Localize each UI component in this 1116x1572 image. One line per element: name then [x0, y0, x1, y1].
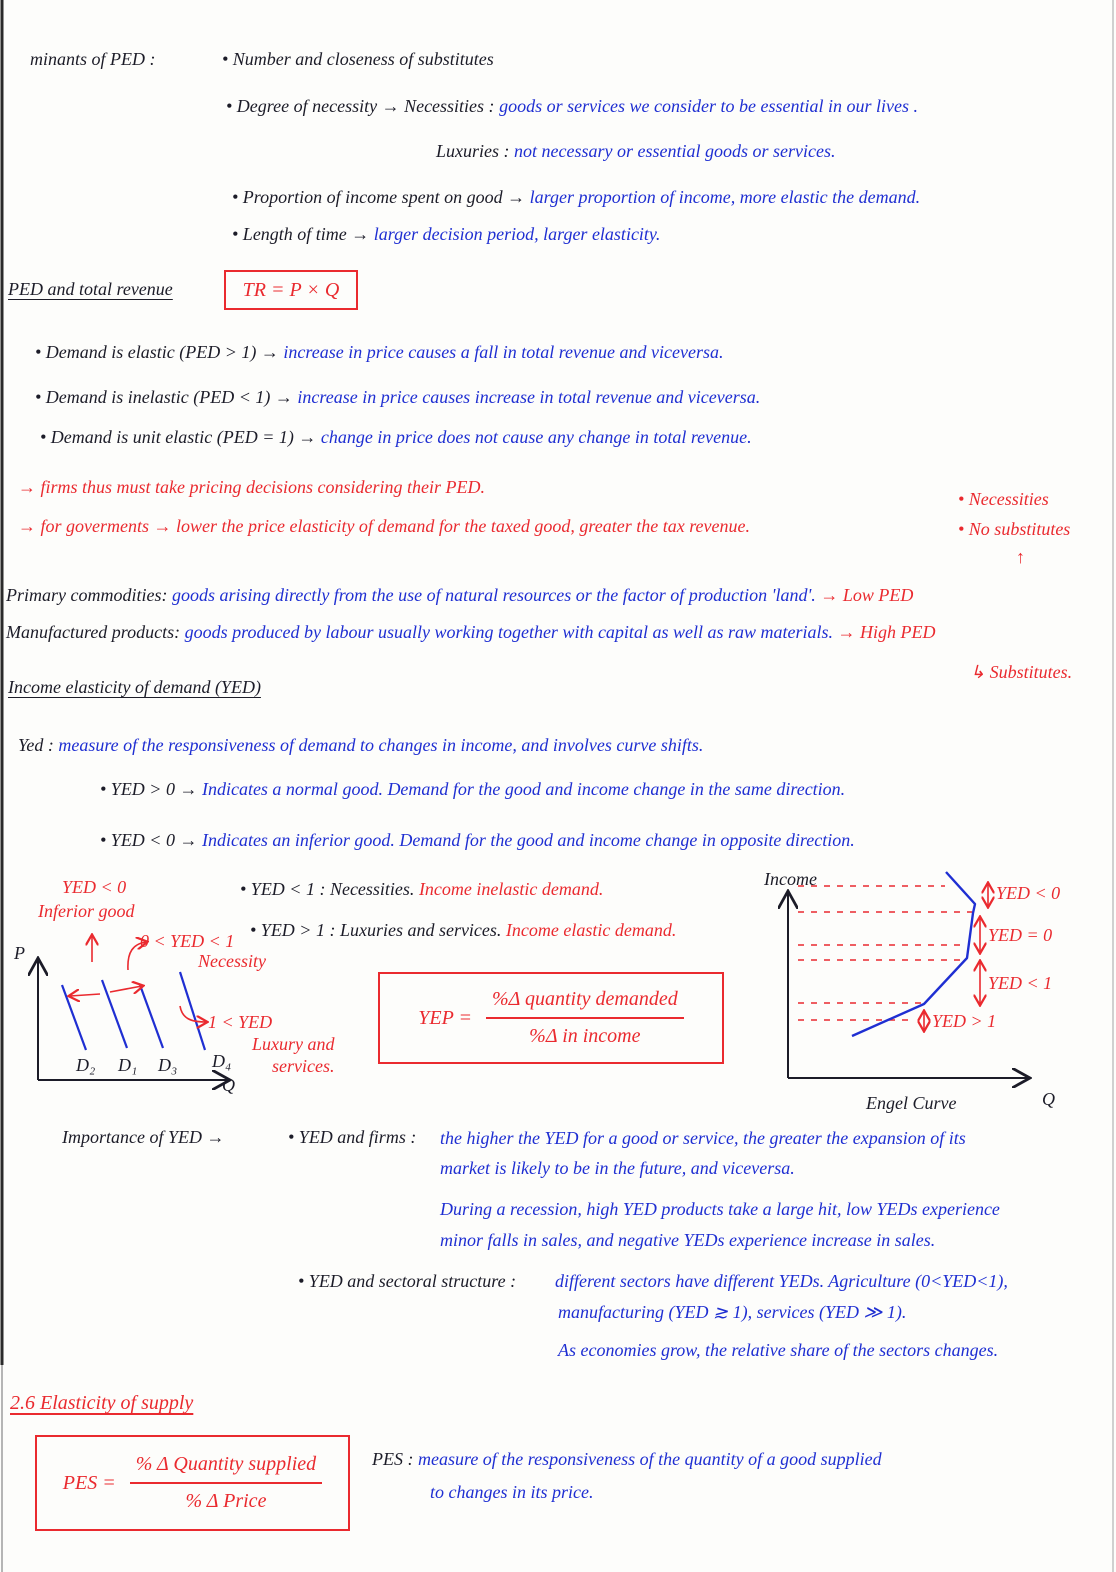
- importance-firms-line: the higher the YED for a good or service, the greater the expansion of its: [440, 1128, 966, 1148]
- engel-y-axis-label: Income: [764, 869, 817, 889]
- luxury-curved-arrow: [180, 1006, 206, 1022]
- determinant-luxuries: [436, 140, 835, 162]
- yed-heading: Income elasticity of demand (YED): [8, 677, 261, 697]
- determinant-time: [232, 223, 660, 245]
- determinant-necessity: [226, 95, 918, 117]
- importance-sectoral-line: As economies grow, the relative share of the sectors changes.: [558, 1340, 999, 1360]
- necessity-label: • Degree of necessity → Necessities :: [226, 96, 495, 116]
- shift-inferior-label: YED < 0: [62, 877, 127, 897]
- pes-formula-numerator: % Δ Quantity supplied: [130, 1453, 322, 1484]
- case-label: • Demand is elastic (PED > 1) →: [35, 342, 279, 362]
- yed-definition-label: Yed :: [18, 735, 54, 755]
- determinant-substitutes: • Number and closeness of substitutes: [222, 49, 494, 69]
- determinants-heading: minants of PED :: [30, 49, 156, 69]
- pes-definition-line: measure of the responsiveness of the quantity of a good supplied: [417, 1449, 882, 1469]
- pes-formula-denominator: % Δ Price: [185, 1490, 267, 1512]
- shift-luxury-caption-line1: Luxury and: [252, 1034, 335, 1054]
- proportion-label: • Proportion of income spent on good →: [232, 187, 526, 207]
- importance-firms-line: market is likely to be in the future, and viceversa.: [440, 1158, 795, 1178]
- government-tax-note: → for goverments → lower the price elasticity of demand for the taxed good, greater the tax revenue.: [18, 516, 750, 536]
- yed-definition: [18, 734, 703, 756]
- yed-normal-text: Indicates a normal good. Demand for the good and income change in the same direction.: [201, 779, 846, 799]
- yed-luxuries: [250, 919, 676, 941]
- manufactured-reason: ↳ Substitutes.: [970, 662, 1073, 682]
- importance-heading: Importance of YED →: [62, 1127, 225, 1147]
- yed-formula-numerator: %Δ quantity demanded: [486, 988, 684, 1019]
- curve-label-d3: D₃: [158, 1055, 178, 1075]
- demand-curve-d4: [180, 972, 205, 1050]
- importance-sectoral-label: • YED and sectoral structure :: [298, 1271, 517, 1291]
- yed-luxuries-text: Income elastic demand.: [505, 920, 677, 940]
- case-label: • Demand is inelastic (PED < 1) →: [35, 387, 293, 407]
- engel-curve-title: Engel Curve: [866, 1093, 957, 1113]
- yed-necessities: [240, 878, 603, 900]
- yed-luxuries-label: • YED > 1 : Luxuries and services.: [250, 920, 502, 940]
- ped-case-inelastic: [35, 386, 760, 408]
- shift-luxury-label: 1 < YED: [208, 1012, 273, 1032]
- time-text: larger decision period, larger elasticity.: [373, 224, 661, 244]
- shift-inferior-caption: Inferior good: [38, 901, 135, 921]
- tr-formula-box: [224, 270, 358, 310]
- luxuries-label: Luxuries :: [436, 141, 510, 161]
- engel-dashed-guides: [798, 886, 972, 1020]
- importance-firms-label: • YED and firms :: [288, 1127, 417, 1147]
- proportion-text: larger proportion of income, more elastic the demand.: [529, 187, 921, 207]
- necessity-text: goods or services we consider to be essential in our lives .: [499, 96, 919, 116]
- engel-label-below-one: YED < 1: [988, 973, 1053, 993]
- tr-formula: TR = P × Q: [242, 278, 340, 301]
- pes-formula: [63, 1453, 322, 1513]
- case-text: increase in price causes increase in total revenue and viceversa.: [297, 387, 761, 407]
- manufactured-products-line: [6, 621, 935, 643]
- supply-heading: 2.6 Elasticity of supply: [10, 1392, 194, 1414]
- curve-label-d1: D₁: [118, 1055, 138, 1075]
- case-text: increase in price causes a fall in total revenue and viceversa.: [283, 342, 724, 362]
- case-text: change in price does not cause any change in total revenue.: [320, 427, 752, 447]
- yed-inferior-text: Indicates an inferior good. Demand for the good and income change in opposite direction.: [201, 830, 855, 850]
- manufactured-ped: → High PED: [837, 622, 936, 642]
- shift-luxury-caption-line2: services.: [272, 1056, 335, 1076]
- primary-commodities-line: [6, 584, 913, 606]
- primary-ped: → Low PED: [820, 585, 914, 605]
- curve-label-d4: D₄: [212, 1051, 232, 1071]
- yed-formula-fraction: [486, 988, 684, 1048]
- manufactured-label: Manufactured products:: [6, 622, 181, 642]
- yed-formula-denominator: %Δ in income: [529, 1025, 641, 1047]
- importance-sectoral-line: manufacturing (YED ≳ 1), services (YED ≫ 1).: [558, 1302, 907, 1322]
- engel-x-axis-label: Q: [1042, 1089, 1055, 1109]
- shift-necessity-caption: Necessity: [198, 951, 266, 971]
- engel-label-zero: YED = 0: [988, 925, 1053, 945]
- yed-definition-text: measure of the responsiveness of demand to changes in income, and involves curve shifts.: [58, 735, 704, 755]
- yed-formula: [418, 988, 683, 1048]
- yed-formula-lhs: YEP =: [418, 1006, 472, 1029]
- engel-label-above-one: YED > 1: [932, 1011, 997, 1031]
- pes-definition: [372, 1448, 882, 1470]
- luxuries-text: not necessary or essential goods or services.: [514, 141, 836, 161]
- engel-label-negative: YED < 0: [996, 883, 1061, 903]
- yed-normal-label: • YED > 0 →: [100, 779, 198, 799]
- side-note-no-substitutes: • No substitutes: [958, 519, 1071, 539]
- demand-curve-d3: [140, 985, 163, 1048]
- primary-label: Primary commodities:: [6, 585, 168, 605]
- yed-inferior-label: • YED < 0 →: [100, 830, 198, 850]
- up-arrow-icon: ↑: [1016, 547, 1025, 567]
- ped-case-unit: [40, 426, 752, 448]
- case-label: • Demand is unit elastic (PED = 1) →: [40, 427, 317, 447]
- demand-curve-d2: [62, 985, 86, 1050]
- shift-left-arrow: [70, 994, 100, 996]
- demand-curve-d1: [102, 980, 127, 1048]
- importance-firms-line: minor falls in sales, and negative YEDs experience increase in sales.: [440, 1230, 936, 1250]
- pes-definition-label: PES :: [372, 1449, 414, 1469]
- shift-right-arrow: [110, 986, 142, 992]
- primary-text: goods arising directly from the use of natural resources or the factor of production 'land'.: [171, 585, 816, 605]
- shift-necessity-label: 0 < YED < 1: [140, 931, 235, 951]
- importance-firms-line: During a recession, high YED products take a large hit, low YEDs experience: [440, 1199, 1000, 1219]
- determinant-proportion: [232, 186, 920, 208]
- yed-formula-box: [378, 972, 724, 1064]
- pes-formula-box: [35, 1435, 350, 1531]
- yed-necessities-text: Income inelastic demand.: [418, 879, 604, 899]
- time-label: • Length of time →: [232, 224, 370, 244]
- ped-revenue-heading: PED and total revenue: [8, 279, 173, 299]
- yed-necessities-label: • YED < 1 : Necessities.: [240, 879, 415, 899]
- pes-definition-line: to changes in its price.: [430, 1482, 594, 1502]
- ped-case-elastic: [35, 341, 723, 363]
- pes-formula-fraction: [130, 1453, 322, 1513]
- firms-pricing-note: → firms thus must take pricing decisions considering their PED.: [18, 477, 485, 497]
- shift-x-axis-label: Q: [222, 1075, 235, 1095]
- importance-sectoral-line: different sectors have different YEDs. Agriculture (0<YED<1),: [555, 1271, 1008, 1291]
- yed-inferior-good: [100, 829, 855, 851]
- shift-y-axis-label: P: [14, 943, 25, 963]
- side-note-necessities: • Necessities: [958, 489, 1049, 509]
- manufactured-text: goods produced by labour usually working together with capital as well as raw materials.: [184, 622, 833, 642]
- pes-formula-lhs: PES =: [62, 1471, 116, 1494]
- yed-normal-good: [100, 778, 845, 800]
- curve-label-d2: D₂: [76, 1055, 96, 1075]
